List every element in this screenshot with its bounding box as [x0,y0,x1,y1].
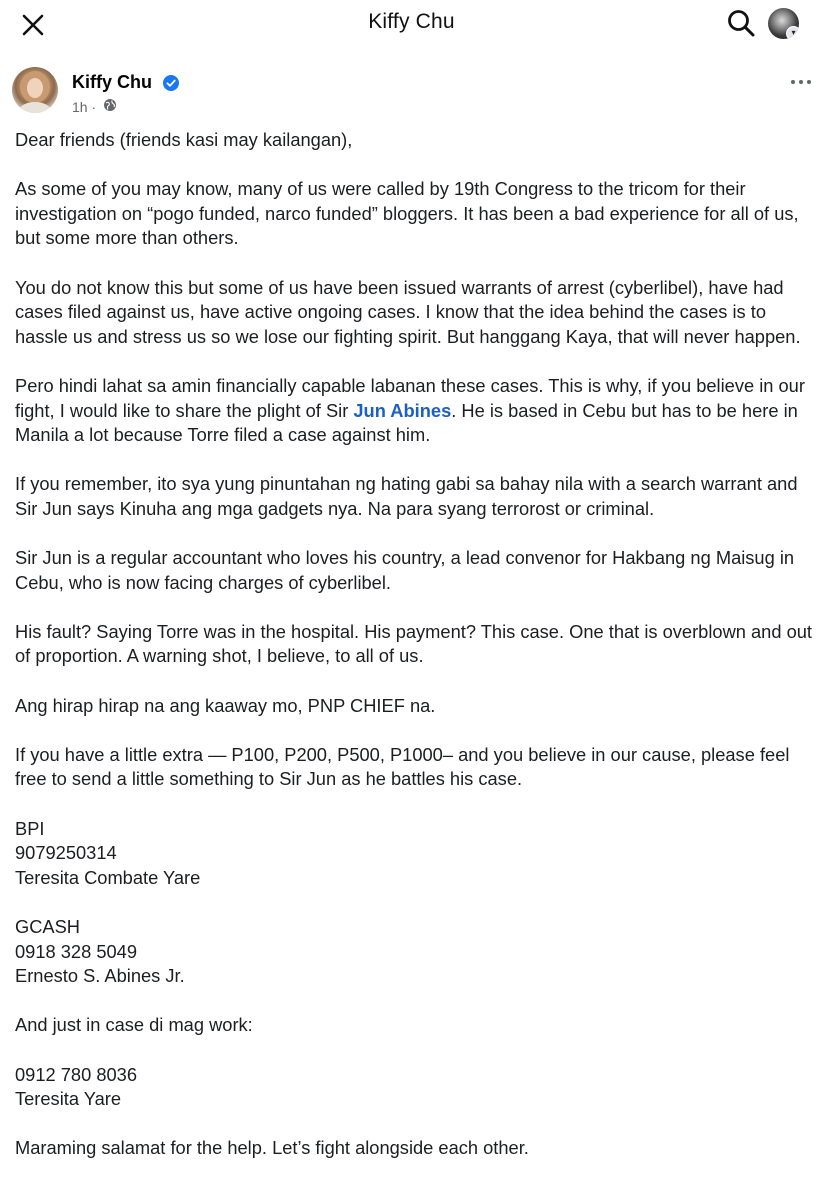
more-options-button[interactable] [788,72,814,92]
post-paragraph: His fault? Saying Torre was in the hospital. His payment? This case. One that is overblown and out of proportion. A warning shot, I believe, to all of us. [15,620,813,667]
account-number: 9079250314 [15,842,117,864]
post-header [12,64,812,120]
post-body [15,128,813,1186]
post-paragraph: Sir Jun is a regular accountant who loves his country, a lead convenor for Hakbang ng Maisug in Cebu, who is now facing charges of cyberlibel. [15,547,795,593]
verified-badge-icon [163,75,179,91]
gcash-details [15,915,813,989]
page-title: Kiffy Chu [368,10,455,33]
top-bar [0,0,823,50]
chevron-down-icon: ▾ [786,26,799,39]
paragraph-text: Pero hindi lahat sa amin financially capable labanan these cases. This is why, if you believe in our fight, I would like to share the plight of Sir [15,374,805,421]
bank-name: BPI [15,817,45,839]
account-avatar-button[interactable] [768,8,799,39]
post-paragraph: As some of you may know, many of us were called by 19th Congress to the tricom for their investigation on “pogo funded, narco funded” bloggers. It has been a bad experience for all of us, but some more than others. [15,178,799,249]
account-name: Ernesto S. Abines Jr. [15,965,185,987]
bpi-details [15,817,813,891]
alt-details [15,1063,813,1112]
post-paragraph: And just in case di mag work: [15,1014,253,1036]
author-photo [12,67,58,113]
more-options-icon [791,80,795,84]
post-paragraph: Dear friends (friends kasi may kailangan), [15,129,353,150]
search-icon [725,7,757,39]
globe-icon [103,98,117,112]
author-name[interactable]: Kiffy Chu [72,72,152,92]
search-button[interactable] [725,7,757,39]
post-paragraph: If you have a little extra — P100, P200, P500, P1000– and you believe in our cause, please feel free to send a little something to Sir Jun as he battles his case. [15,743,790,790]
post-paragraph [15,374,813,448]
post-paragraph: Maraming salamat for the help. Let’s fight alongside each other. [15,1137,529,1159]
account-number: 0918 328 5049 [15,940,137,962]
account-name: Teresita Combate Yare [15,866,201,888]
post-timestamp[interactable]: 1h · [72,99,97,115]
mention-link-jun-abines[interactable]: Jun Abines [353,399,452,421]
post-paragraph: Ang hirap hirap na ang kaaway mo, PNP CHIEF na. [15,694,436,716]
paragraph-text: . He is based in Cebu but has to be here in Manila a lot because Torre filed a case against him. [15,399,798,446]
author-avatar[interactable] [12,67,58,113]
post-paragraph: If you remember, ito sya yung pinuntahan ng hating gabi sa bahay nila with a search warrant and Sir Jun says Kinuha ang mga gadgets nya. Na para syang terrorost or criminal. [15,473,798,519]
bank-name: GCASH [15,916,81,937]
account-number: 0912 780 8036 [15,1063,137,1085]
account-name: Teresita Yare [15,1088,122,1110]
post-paragraph: You do not know this but some of us have been issued warrants of arrest (cyberlibel), have had cases filed against us, have active ongoing cases. I know that the idea behind the cases is to hassle us and stress us so we lose our fighting spirit. But hanggang Kaya, that will never happen. [15,276,801,347]
